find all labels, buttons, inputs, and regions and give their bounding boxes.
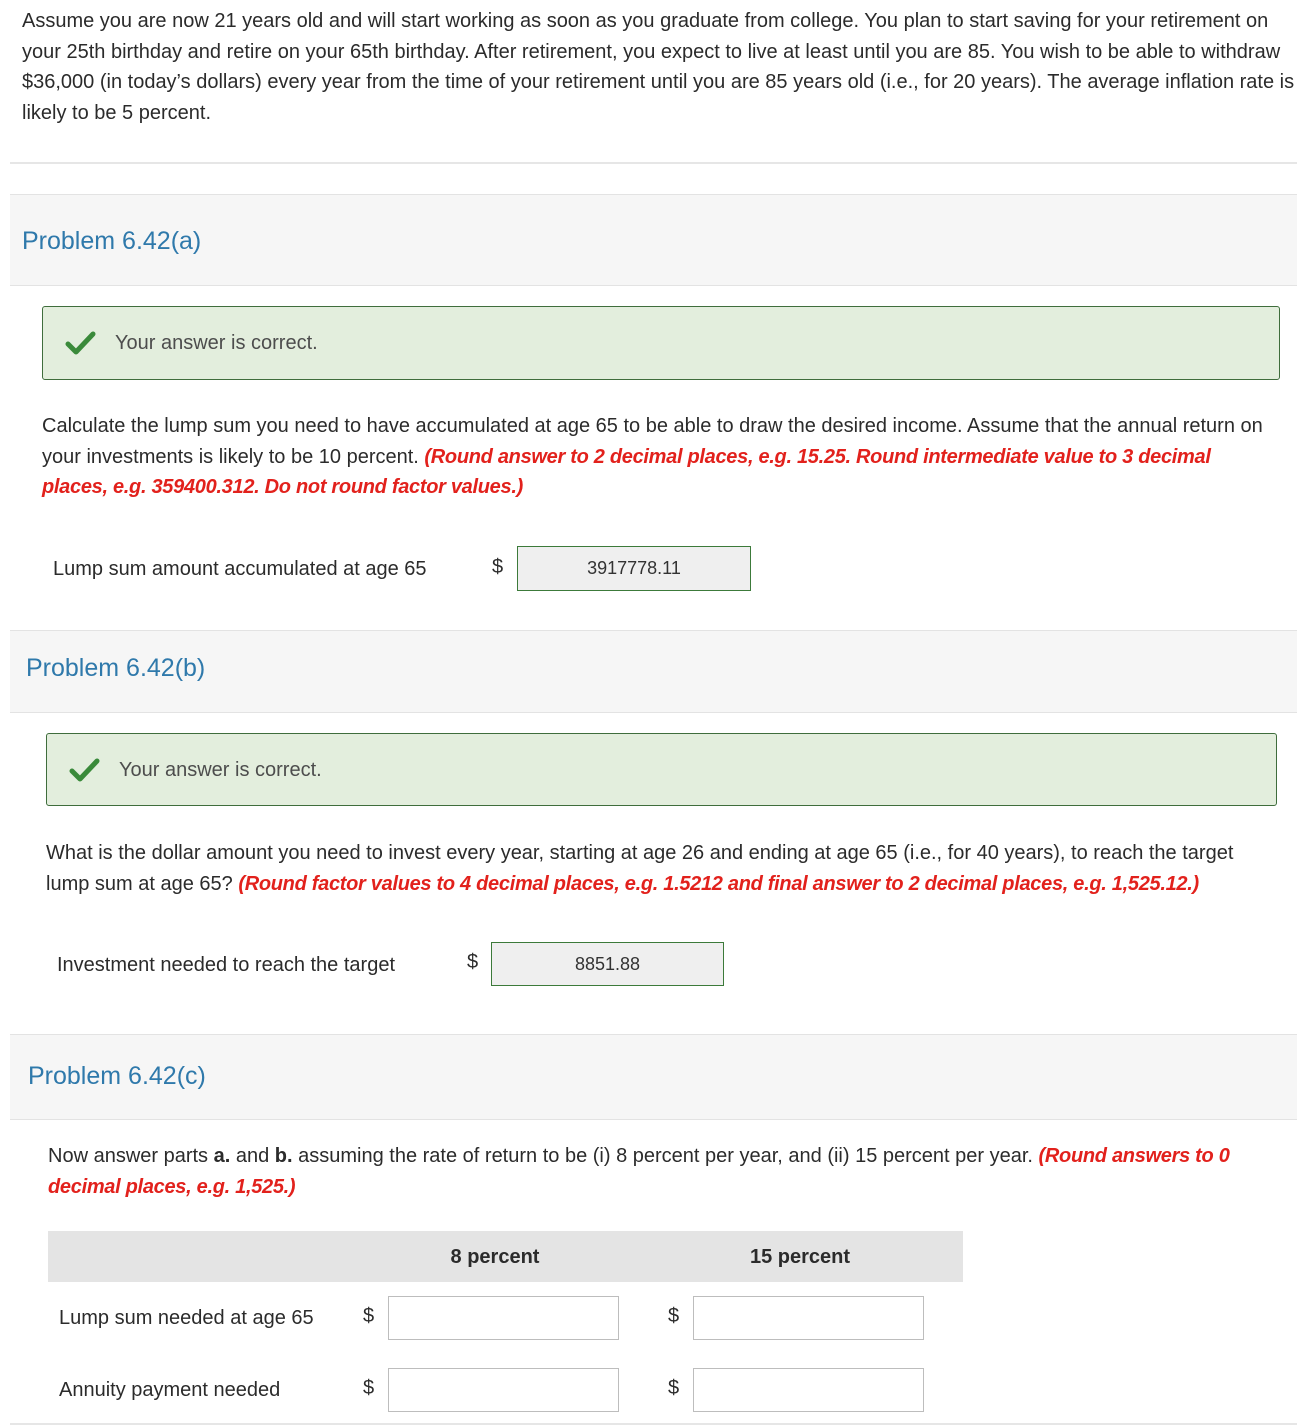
row2-currency-15: $ xyxy=(668,1377,680,1399)
problem-a-instruction: (Round answer to 2 decimal places, e.g. 15.25. Round intermediate value to 3 decimal places, e.g. 359400.312. Do not round factor values.) xyxy=(42,445,1211,498)
check-icon xyxy=(69,758,101,782)
bottom-divider xyxy=(10,1423,1297,1425)
annuity-8-percent-input[interactable] xyxy=(388,1368,619,1412)
problem-a-field-label: Lump sum amount accumulated at age 65 xyxy=(53,558,427,580)
column-header-15-percent: 15 percent xyxy=(749,1246,851,1268)
problem-c-title: Problem 6.42(c) xyxy=(28,1062,206,1090)
problem-a-currency: $ xyxy=(492,556,504,578)
problem-c-header xyxy=(10,1034,1297,1120)
problem-a-title: Problem 6.42(a) xyxy=(22,227,202,255)
problem-a-question-text: Calculate the lump sum you need to have accumulated at age 65 to be able to draw the desired income. Assume that the annual return on your investments is likely to be 10 percent. xyxy=(42,415,1263,468)
problem-c-question-post: assuming the rate of return to be (i) 8 percent per year, and (ii) 15 percent per year. xyxy=(292,1145,1033,1167)
problem-c-question xyxy=(48,1141,1278,1202)
problem-b-instruction: (Round factor values to 4 decimal places, e.g. 1.5212 and final answer to 2 decimal places, e.g. 1,525.12.) xyxy=(238,872,1199,895)
row-label-annuity-payment: Annuity payment needed xyxy=(59,1379,281,1401)
divider xyxy=(10,162,1297,164)
lump-sum-15-percent-input[interactable] xyxy=(693,1296,924,1340)
intro-text: Assume you are now 21 years old and will start working as soon as you graduate from college. You plan to start saving for your retirement on your 25th birthday and retire on your 65th birthday. After retirement, you expect to live at least until you are 85. You wish to be able to withdraw $36,000 (in today’s dollars) every year from the time of your retirement until you are 85 years old (i.e., for 20 years). The average inflation rate is likely to be 5 percent. xyxy=(22,10,1295,124)
problem-c-instruction: (Round answers to 0 decimal places, e.g. 1,525.) xyxy=(48,1145,1230,1198)
problem-b-header xyxy=(10,630,1297,713)
problem-c-question-pre: Now answer parts xyxy=(48,1145,214,1167)
problem-a-status-box xyxy=(42,306,1280,380)
problem-b-status-text: Your answer is correct. xyxy=(119,759,322,781)
annuity-15-percent-input[interactable] xyxy=(693,1368,924,1412)
row-label-lump-sum: Lump sum needed at age 65 xyxy=(59,1307,314,1329)
problem-b-question xyxy=(46,838,1271,899)
problem-c-part-a: a. xyxy=(213,1145,231,1167)
problem-b-answer-input[interactable]: 8851.88 xyxy=(491,942,724,986)
problem-a-answer-input[interactable]: 3917778.11 xyxy=(517,546,751,591)
problem-a-status-text: Your answer is correct. xyxy=(115,332,318,354)
lump-sum-8-percent-input[interactable] xyxy=(388,1296,619,1340)
problem-b-question-text: What is the dollar amount you need to invest every year, starting at age 26 and ending at age 65 (i.e., for 40 years), to reach the target lump sum at age 65? xyxy=(46,842,1234,895)
problem-b-title: Problem 6.42(b) xyxy=(26,654,206,682)
problem-c-question-and: and xyxy=(230,1145,275,1167)
problem-a-question xyxy=(42,411,1272,503)
row1-currency-15: $ xyxy=(668,1305,680,1327)
check-icon xyxy=(65,331,97,355)
row1-currency-8: $ xyxy=(363,1305,375,1327)
problem-b-field-label: Investment needed to reach the target xyxy=(57,954,395,976)
problem-b-currency: $ xyxy=(467,951,479,973)
problem-b-status-box xyxy=(46,733,1277,806)
row2-currency-8: $ xyxy=(363,1377,375,1399)
column-header-8-percent: 8 percent xyxy=(450,1246,540,1268)
problem-a-header xyxy=(10,194,1297,286)
problem-c-part-b: b. xyxy=(274,1145,293,1167)
